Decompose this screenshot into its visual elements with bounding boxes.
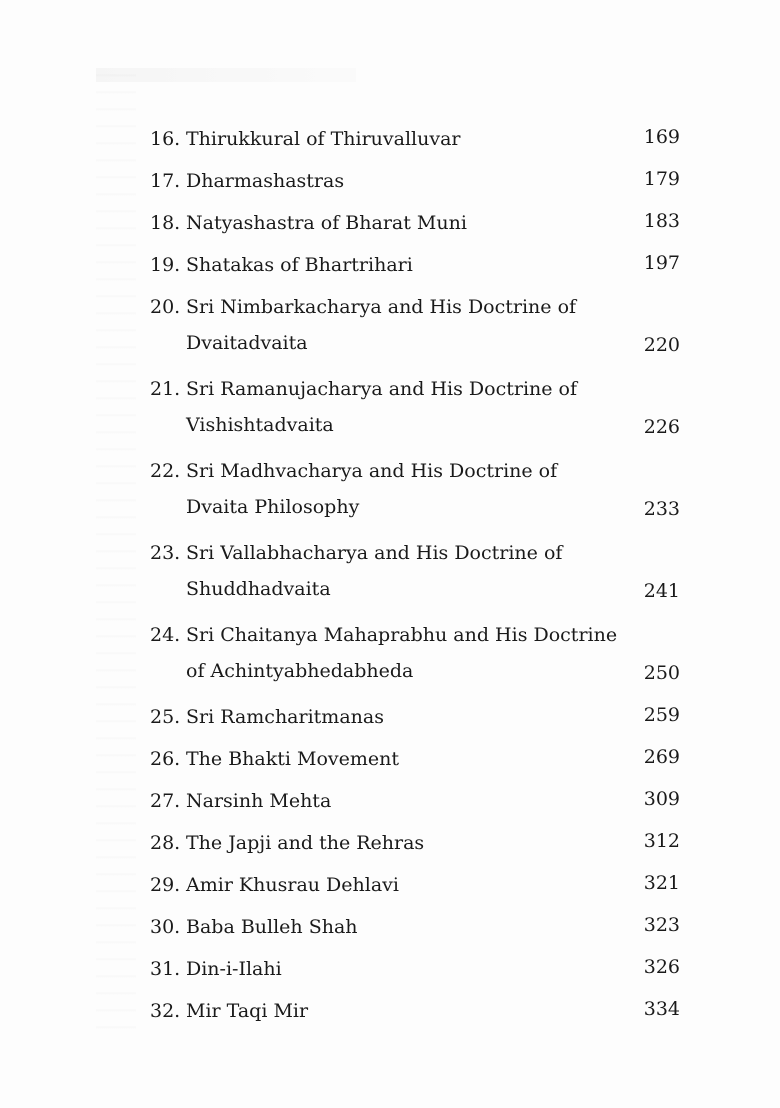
entry-number: 32. xyxy=(150,1000,181,1022)
toc-entry xyxy=(150,457,680,525)
entry-page-number: 321 xyxy=(643,872,680,894)
entry-title: Sri Ramcharitmanas xyxy=(186,706,384,728)
toc-entry xyxy=(150,871,680,899)
toc-entry xyxy=(150,251,680,279)
entry-number: 25. xyxy=(150,706,181,728)
toc-entry xyxy=(150,829,680,857)
entry-page-number: 241 xyxy=(643,580,680,602)
entry-number: 22. xyxy=(150,460,181,482)
entry-title: Baba Bulleh Shah xyxy=(186,916,358,938)
entry-page-number: 326 xyxy=(643,956,680,978)
entry-page-number: 323 xyxy=(643,914,680,936)
entry-title: Narsinh Mehta xyxy=(186,790,332,812)
entry-page-number: 179 xyxy=(643,168,680,190)
toc-entry xyxy=(150,745,680,773)
entry-title: Sri Chaitanya Mahaprabhu and His Doctrine of Achintyabhedabheda xyxy=(186,624,618,682)
entry-title: Sri Madhvacharya and His Doctrine of Dvaita Philosophy xyxy=(186,460,558,518)
entry-number: 19. xyxy=(150,254,181,276)
toc-entry xyxy=(150,955,680,983)
entry-title: Mir Taqi Mir xyxy=(186,1000,309,1022)
table-of-contents xyxy=(150,125,680,1039)
entry-page-number: 259 xyxy=(643,704,680,726)
toc-entry xyxy=(150,787,680,815)
entry-page-number: 169 xyxy=(643,126,680,148)
entry-page-number: 183 xyxy=(643,210,680,232)
scan-artifact-edge xyxy=(96,60,136,1040)
entry-number: 31. xyxy=(150,958,181,980)
entry-page-number: 220 xyxy=(643,334,680,356)
entry-title: Sri Vallabhacharya and His Doctrine of Shuddhadvaita xyxy=(186,542,563,600)
entry-page-number: 312 xyxy=(643,830,680,852)
entry-title: Sri Ramanujacharya and His Doctrine of Vishishtadvaita xyxy=(186,378,578,436)
entry-page-number: 309 xyxy=(643,788,680,810)
entry-title: Amir Khusrau Dehlavi xyxy=(186,874,399,896)
entry-page-number: 197 xyxy=(643,252,680,274)
entry-title: Din-i-Ilahi xyxy=(186,958,282,980)
entry-number: 20. xyxy=(150,296,181,318)
entry-page-number: 226 xyxy=(643,416,680,438)
entry-number: 30. xyxy=(150,916,181,938)
toc-entry xyxy=(150,209,680,237)
entry-number: 17. xyxy=(150,170,181,192)
toc-entry xyxy=(150,621,680,689)
entry-number: 23. xyxy=(150,542,181,564)
entry-page-number: 250 xyxy=(643,662,680,684)
entry-number: 27. xyxy=(150,790,181,812)
entry-title: Natyashastra of Bharat Muni xyxy=(186,212,467,234)
entry-title: Shatakas of Bhartrihari xyxy=(186,254,413,276)
entry-number: 21. xyxy=(150,378,181,400)
toc-entry xyxy=(150,125,680,153)
entry-title: The Bhakti Movement xyxy=(186,748,399,770)
toc-entry xyxy=(150,913,680,941)
entry-number: 18. xyxy=(150,212,181,234)
toc-entry xyxy=(150,997,680,1025)
toc-entry xyxy=(150,375,680,443)
entry-number: 26. xyxy=(150,748,181,770)
entry-page-number: 334 xyxy=(643,998,680,1020)
toc-entry xyxy=(150,293,680,361)
toc-entry xyxy=(150,703,680,731)
entry-number: 16. xyxy=(150,128,181,150)
entry-number: 24. xyxy=(150,624,181,646)
entry-number: 29. xyxy=(150,874,181,896)
toc-entry xyxy=(150,167,680,195)
entry-title: Dharmashastras xyxy=(186,170,345,192)
entry-title: Sri Nimbarkacharya and His Doctrine of Dvaitadvaita xyxy=(186,296,577,354)
entry-page-number: 233 xyxy=(643,498,680,520)
entry-title: The Japji and the Rehras xyxy=(186,832,425,854)
entry-number: 28. xyxy=(150,832,181,854)
entry-page-number: 269 xyxy=(643,746,680,768)
toc-entry xyxy=(150,539,680,607)
entry-title: Thirukkural of Thiruvalluvar xyxy=(186,128,461,150)
